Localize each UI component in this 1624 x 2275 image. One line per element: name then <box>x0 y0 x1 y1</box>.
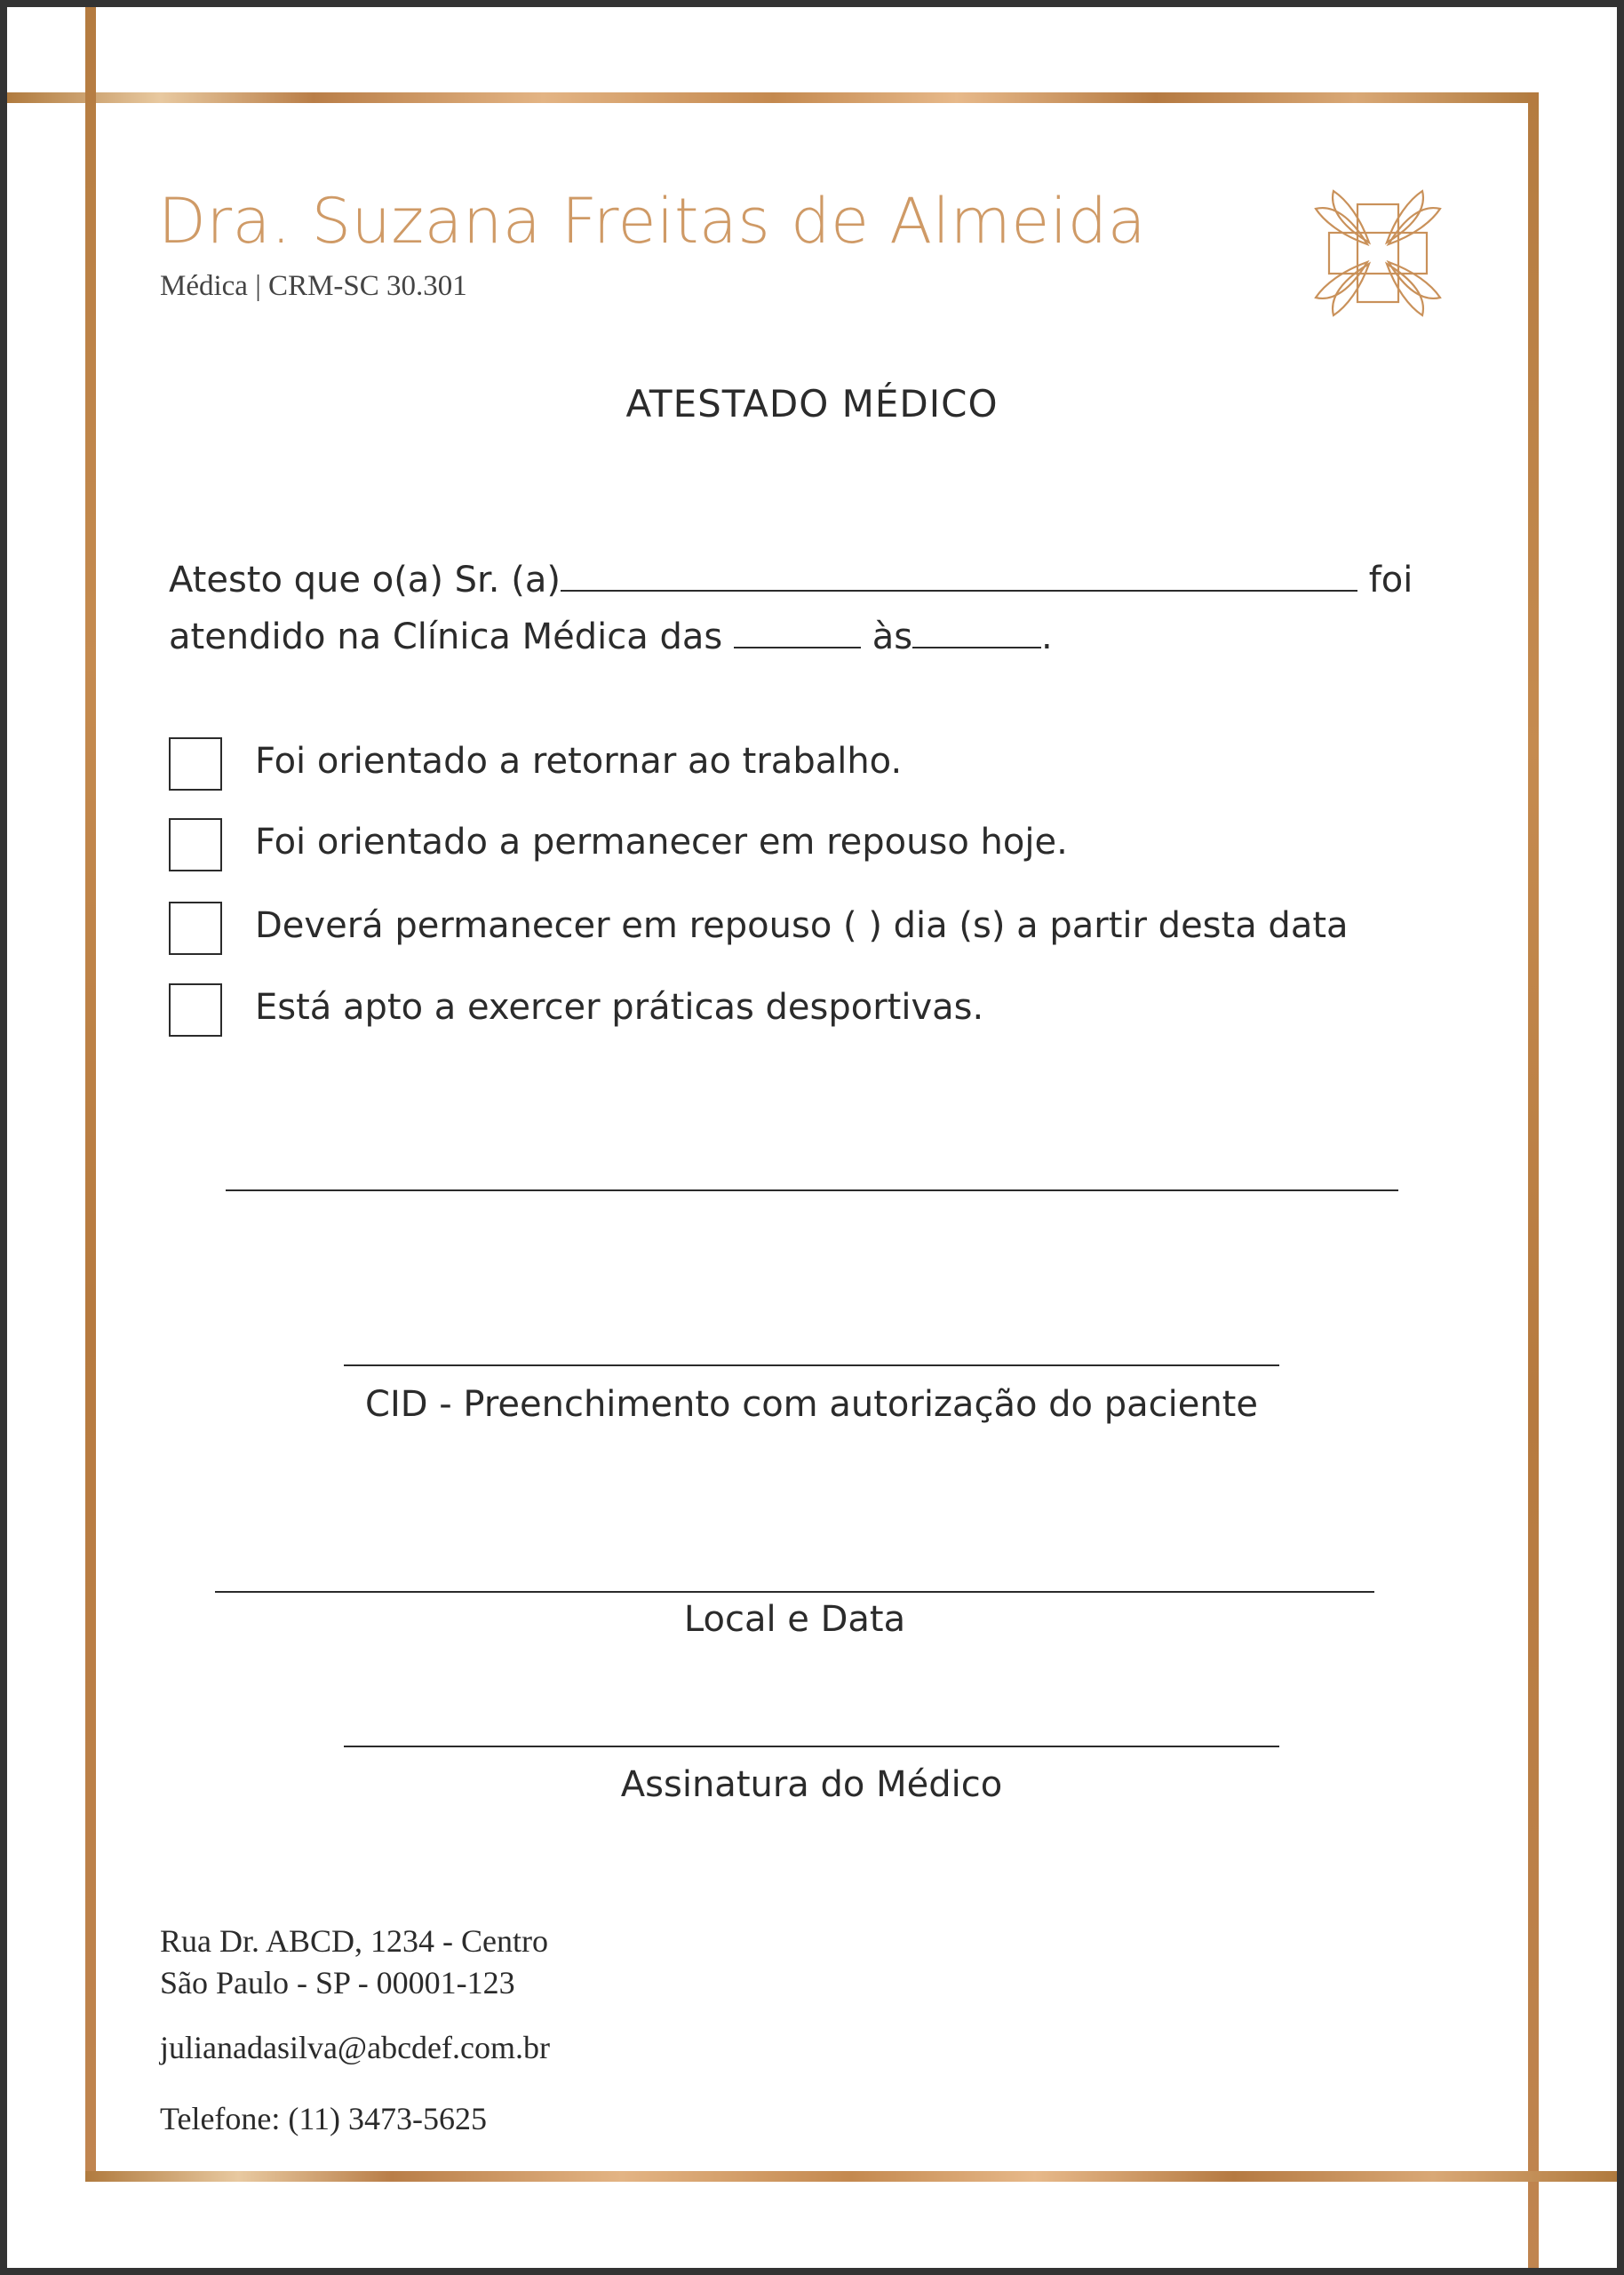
local-date-line[interactable] <box>215 1591 1374 1593</box>
statement-line2-suffix: . <box>1041 616 1053 657</box>
option-checkbox-rest-today[interactable] <box>169 818 222 871</box>
statement-line2-middle: às <box>872 616 913 657</box>
patient-name-blank[interactable] <box>561 554 1357 592</box>
doctor-name: Dra. Suzana Freitas de Almeida <box>158 185 1147 258</box>
cid-caption: CID - Preenchimento com autorização do paciente <box>365 1384 1258 1425</box>
statement-line-2 <box>169 611 1053 657</box>
email-text: julianadasilva@abcdef.com.br <box>160 2030 550 2065</box>
address-line-1: Rua Dr. ABCD, 1234 - Centro <box>160 1923 548 1959</box>
option-label-return-work: Foi orientado a retornar ao trabalho. <box>255 741 903 782</box>
signature-caption: Assinatura do Médico <box>620 1764 1003 1805</box>
end-time-blank[interactable] <box>912 611 1041 648</box>
frame-bottom-line <box>85 2171 1617 2182</box>
notes-line[interactable] <box>226 1189 1398 1191</box>
doctor-credentials: Médica | CRM-SC 30.301 <box>160 270 467 302</box>
floral-ornament-icon <box>1313 188 1443 318</box>
phone-text: Telefone: (11) 3473-5625 <box>160 2101 488 2136</box>
option-checkbox-return-work[interactable] <box>169 737 222 791</box>
address-line-2: São Paulo - SP - 00001-123 <box>160 1965 515 2001</box>
option-checkbox-sports[interactable] <box>169 983 222 1037</box>
frame-top-line <box>7 92 1539 103</box>
option-label-rest-days: Deverá permanecer em repouso ( ) dia (s) a partir desta data <box>255 905 1349 946</box>
document-title: ATESTADO MÉDICO <box>625 382 999 426</box>
statement-line2-prefix: atendido na Clínica Médica das <box>169 616 723 657</box>
cid-line[interactable] <box>344 1364 1279 1366</box>
signature-line[interactable] <box>344 1746 1279 1747</box>
start-time-blank[interactable] <box>734 611 861 648</box>
option-label-sports: Está apto a exercer práticas desportivas. <box>255 987 984 1028</box>
frame-left-line <box>85 7 96 2182</box>
option-label-rest-today: Foi orientado a permanecer em repouso hoje. <box>255 822 1068 863</box>
statement-line-1 <box>169 554 1413 601</box>
statement-prefix: Atesto que o(a) Sr. (a) <box>169 560 561 601</box>
statement-suffix: foi <box>1368 560 1413 601</box>
option-checkbox-rest-days[interactable] <box>169 902 222 955</box>
local-date-caption: Local e Data <box>683 1599 906 1640</box>
